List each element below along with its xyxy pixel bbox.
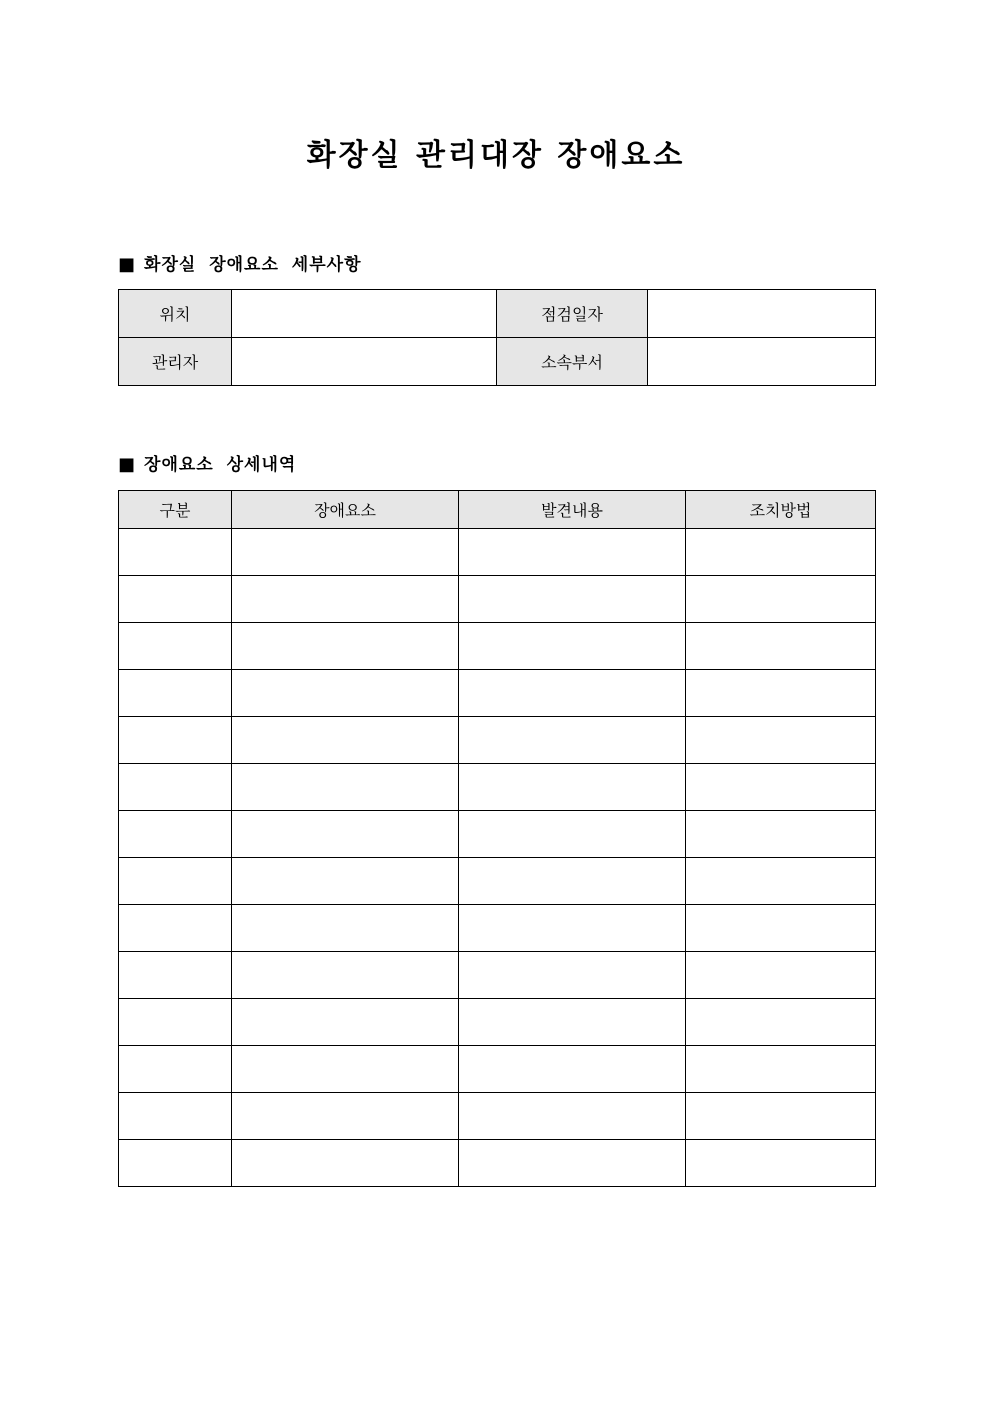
category-cell[interactable] [119,717,232,764]
category-cell[interactable] [119,1140,232,1187]
category-cell[interactable] [119,670,232,717]
obstacle-cell[interactable] [232,811,459,858]
category-cell[interactable] [119,1093,232,1140]
finding-cell[interactable] [459,670,686,717]
section-heading-items-label: 장애요소 상세내역 [144,455,297,475]
finding-cell[interactable] [459,623,686,670]
action-cell[interactable] [686,623,876,670]
category-cell[interactable] [119,576,232,623]
obstacle-cell[interactable] [232,717,459,764]
obstacle-cell[interactable] [232,529,459,576]
info-value-field[interactable] [232,290,497,338]
action-cell[interactable] [686,1046,876,1093]
info-label: 위치 [119,290,232,338]
table-row [119,764,876,811]
category-cell[interactable] [119,952,232,999]
obstacle-cell[interactable] [232,999,459,1046]
obstacle-cell[interactable] [232,905,459,952]
detail-table-header-row [119,491,876,529]
category-cell[interactable] [119,811,232,858]
info-label: 점검일자 [497,290,648,338]
info-row [119,338,876,386]
section-heading-details [118,253,362,277]
obstacle-cell[interactable] [232,858,459,905]
category-cell[interactable] [119,1046,232,1093]
obstacle-cell[interactable] [232,1093,459,1140]
detail-table [118,490,876,1187]
finding-cell[interactable] [459,811,686,858]
obstacle-cell[interactable] [232,952,459,999]
page-title: 화장실 관리대장 장애요소 [306,138,686,173]
finding-cell[interactable] [459,952,686,999]
finding-cell[interactable] [459,576,686,623]
table-row [119,999,876,1046]
finding-cell[interactable] [459,999,686,1046]
column-header: 조치방법 [686,491,876,529]
action-cell[interactable] [686,529,876,576]
action-cell[interactable] [686,999,876,1046]
action-cell[interactable] [686,1140,876,1187]
table-row [119,858,876,905]
obstacle-cell[interactable] [232,576,459,623]
info-value-field[interactable] [648,338,876,386]
table-row [119,623,876,670]
square-bullet-icon: ■ [118,454,137,475]
info-label: 소속부서 [497,338,648,386]
section-heading-items [118,453,296,477]
finding-cell[interactable] [459,905,686,952]
table-row [119,1093,876,1140]
obstacle-cell[interactable] [232,764,459,811]
column-header: 발견내용 [459,491,686,529]
action-cell[interactable] [686,905,876,952]
info-table [118,289,876,386]
action-cell[interactable] [686,670,876,717]
info-row [119,290,876,338]
square-bullet-icon: ■ [118,254,137,275]
table-row [119,576,876,623]
obstacle-cell[interactable] [232,670,459,717]
table-row [119,1140,876,1187]
finding-cell[interactable] [459,717,686,764]
finding-cell[interactable] [459,1046,686,1093]
obstacle-cell[interactable] [232,1046,459,1093]
table-row [119,1046,876,1093]
action-cell[interactable] [686,1093,876,1140]
category-cell[interactable] [119,905,232,952]
finding-cell[interactable] [459,1093,686,1140]
table-row [119,529,876,576]
table-row [119,717,876,764]
category-cell[interactable] [119,623,232,670]
action-cell[interactable] [686,764,876,811]
action-cell[interactable] [686,952,876,999]
column-header: 구분 [119,491,232,529]
info-label: 관리자 [119,338,232,386]
column-header: 장애요소 [232,491,459,529]
table-row [119,905,876,952]
table-row [119,670,876,717]
category-cell[interactable] [119,858,232,905]
action-cell[interactable] [686,811,876,858]
section-heading-details-label: 화장실 장애요소 세부사항 [144,255,362,275]
obstacle-cell[interactable] [232,623,459,670]
finding-cell[interactable] [459,858,686,905]
info-value-field[interactable] [648,290,876,338]
category-cell[interactable] [119,529,232,576]
category-cell[interactable] [119,764,232,811]
table-row [119,811,876,858]
finding-cell[interactable] [459,529,686,576]
info-value-field[interactable] [232,338,497,386]
obstacle-cell[interactable] [232,1140,459,1187]
finding-cell[interactable] [459,764,686,811]
table-row [119,952,876,999]
action-cell[interactable] [686,717,876,764]
action-cell[interactable] [686,576,876,623]
action-cell[interactable] [686,858,876,905]
finding-cell[interactable] [459,1140,686,1187]
category-cell[interactable] [119,999,232,1046]
